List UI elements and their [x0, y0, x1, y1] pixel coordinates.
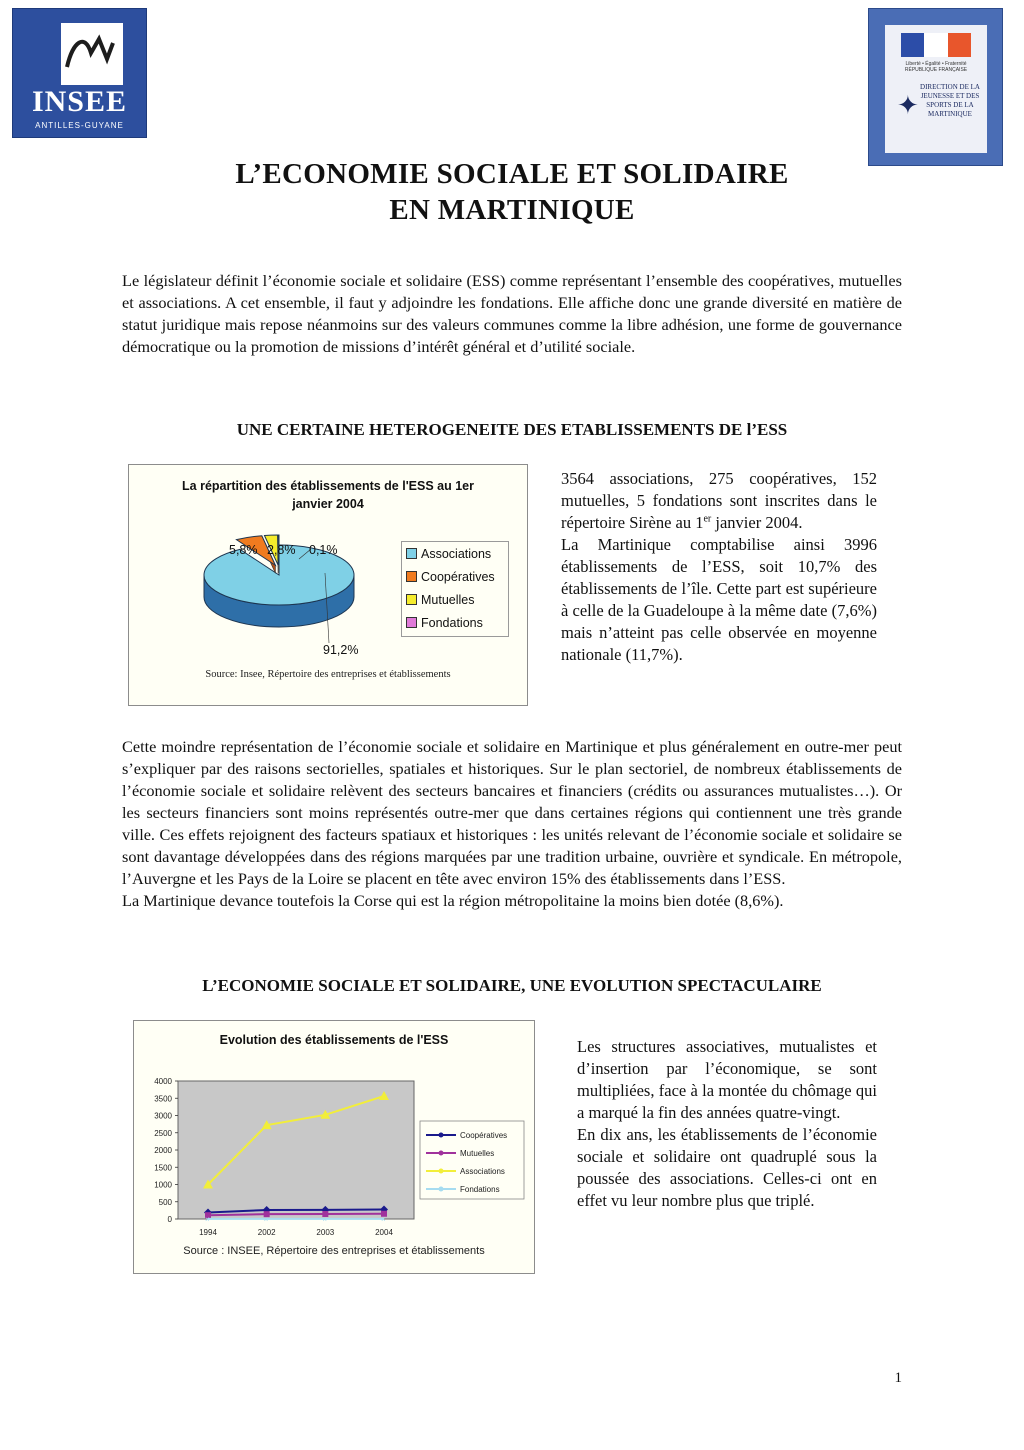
data-point: ×: [322, 1214, 328, 1224]
line-chart-title: Evolution des établissements de l'ESS: [219, 1033, 449, 1047]
legend-item-fondations: [402, 611, 508, 634]
section1-side-text-1: 3564 associations, 275 coopératives, 152 mutuelles, 5 fondations sont inscrites dans le répertoire Sirène au 1: [561, 469, 877, 532]
torch-runner-icon: ✦: [897, 91, 919, 120]
section1-side-text-2: janvier 2004.: [711, 513, 803, 532]
legend-item-mutuelles: [402, 588, 508, 611]
y-tick-label: 1500: [154, 1163, 172, 1173]
insee-logo-sub: ANTILLES-GUYANE: [35, 121, 124, 130]
x-tick-label: 2002: [257, 1228, 276, 1237]
legend-label: Associations: [460, 1167, 505, 1176]
pie-label-associations: 91,2%: [323, 643, 359, 657]
ministry-logo-text: DIRECTION DE LA JEUNESSE ET DES SPORTS DE LA MARTINIQUE: [920, 83, 980, 118]
page-title-line2: EN MARTINIQUE: [389, 194, 635, 226]
legend-swatch: [406, 571, 417, 582]
pie-chart: [128, 464, 528, 706]
page-number: 1: [894, 1370, 902, 1386]
legend-marker: [439, 1169, 444, 1174]
line-chart-source: Source : INSEE, Répertoire des entreprises et établissements: [183, 1245, 485, 1257]
y-tick-label: 0: [167, 1215, 172, 1224]
line-chart-plot-area: [178, 1081, 414, 1219]
line-chart: [133, 1020, 535, 1274]
x-tick-label: 2003: [316, 1228, 335, 1237]
pie-label-mutuelles: 2,8%: [267, 543, 296, 557]
section2-side-text-1: Les structures associatives, mutualistes et d’insertion par l’économique, se sont multipliées, face à la montée du chômage qui a marqué la fin des années quatre-vingt.: [577, 1037, 877, 1122]
section1-side-text-sup: er: [703, 513, 712, 525]
legend-marker: [439, 1133, 444, 1138]
insee-logo-mark: [61, 23, 123, 85]
legend-item-associations: [402, 542, 508, 565]
legend-marker: [439, 1151, 444, 1156]
pie-chart-source: Source: Insee, Répertoire des entreprises et établissements: [205, 669, 451, 680]
data-point: ×: [205, 1214, 210, 1224]
section1-body-paragraph: Cette moindre représentation de l’économie sociale et solidaire en Martinique et plus généralement en outre-mer peut s’expliquer par des raisons sectorielles, spatiales et historiques. Sur le plan sectoriel, de nombreux établissements de l’économie sociale et solidaire relèvent des secteurs bancaires et financiers (crédits ou assurances mutualistes…). Or les secteurs financiers sont moins représentés outre-mer que dans certaines régions qui contiennent une très grande ville. Ces effets rejoignent des facteurs spatiaux et historiques : les unités relevant de l’économie sociale et solidaire se sont davantage développées dans des régions marquées par une tradition urbaine, ouvrière et syndicale. En métropole, l’Auvergne et les Pays de la Loire se placent en tête avec environ 15% des établissements dans l’ESS.: [122, 737, 902, 888]
ministry-logo: [868, 8, 1003, 166]
legend-item-cooperatives: [402, 565, 508, 588]
section2-side-text-2: En dix ans, les établissements de l’économie sociale et solidaire ont quadruplé sous la poussée des associations. Celles-ci ont en effet vu leur nombre plus que triplé.: [577, 1125, 877, 1210]
legend-label: Coopératives: [460, 1131, 508, 1140]
data-point: ×: [263, 1214, 269, 1224]
pie-label-fondations: 0,1%: [309, 543, 338, 557]
y-tick-label: 3000: [154, 1111, 172, 1121]
legend-label: Mutuelles: [421, 592, 475, 607]
page-title-line1: L’ECONOMIE SOCIALE ET SOLIDAIRE: [235, 158, 789, 190]
legend-marker: [439, 1187, 444, 1192]
legend-swatch: [406, 548, 417, 559]
pie-chart-legend: [401, 541, 509, 637]
y-tick-label: 3500: [154, 1094, 172, 1104]
y-tick-label: 500: [158, 1197, 172, 1207]
insee-logo: [12, 8, 147, 138]
ministry-republic-text: Liberté • Égalité • Fraternité RÉPUBLIQUE FRANÇAISE: [904, 61, 968, 73]
section1-body-last: La Martinique devance toutefois la Corse qui est la région métropolitaine la moins bien dotée (8,6%).: [122, 891, 784, 910]
legend-label: Fondations: [460, 1185, 500, 1194]
data-point: ×: [381, 1214, 386, 1224]
section1-heading: UNE CERTAINE HETEROGENEITE DES ETABLISSEMENTS DE l’ESS: [236, 420, 788, 439]
legend-label: Mutuelles: [460, 1149, 495, 1158]
legend-swatch: [406, 617, 417, 628]
y-tick-label: 2500: [154, 1128, 172, 1138]
legend-swatch: [406, 594, 417, 605]
y-tick-label: 1000: [154, 1180, 172, 1190]
section2-heading: L’ECONOMIE SOCIALE ET SOLIDAIRE, UNE EVOLUTION SPECTACULAIRE: [202, 976, 822, 995]
section1-side-text-3: La Martinique comptabilise ainsi 3996 établissements de l’ESS, soit 10,7% des établissements de l’île. Cette part est supérieure à celle de la Guadeloupe à la même date (7,6%) mais n’atteint pas celle observée en moyenne nationale (11,7%).: [561, 535, 877, 664]
intro-paragraph: Le législateur définit l’économie sociale et solidaire (ESS) comme représentant l’ensemble des coopératives, mutuelles et associations. A cet ensemble, il faut y adjoindre les fondations. Elle affiche donc une grande diversité en matière de statut juridique mais repose néanmoins sur des valeurs communes comme la libre adhésion, une forme de gouvernance démocratique ou la promotion de missions d’intérêt général et d’utilité sociale.: [122, 271, 902, 356]
page-title: [0, 156, 1024, 228]
x-tick-label: 2004: [375, 1228, 393, 1237]
section2-side-text: [577, 1036, 877, 1212]
section1-body: [122, 736, 902, 912]
insee-logo-name: INSEE: [31, 85, 128, 118]
y-tick-label: 2000: [154, 1146, 172, 1155]
pie-chart-title: La répartition des établissements de l'ESS au 1er janvier 2004: [182, 479, 474, 511]
french-flag-icon: [901, 33, 971, 57]
y-tick-label: 4000: [154, 1077, 172, 1086]
pie-label-cooperatives: 5,8%: [229, 543, 258, 557]
legend-label: Fondations: [421, 615, 483, 630]
legend-label: Coopératives: [421, 569, 495, 584]
line-chart-plot: [134, 1021, 534, 1273]
section1-side-text: [561, 468, 877, 666]
x-tick-label: 1994: [199, 1228, 217, 1237]
legend-label: Associations: [421, 546, 492, 561]
